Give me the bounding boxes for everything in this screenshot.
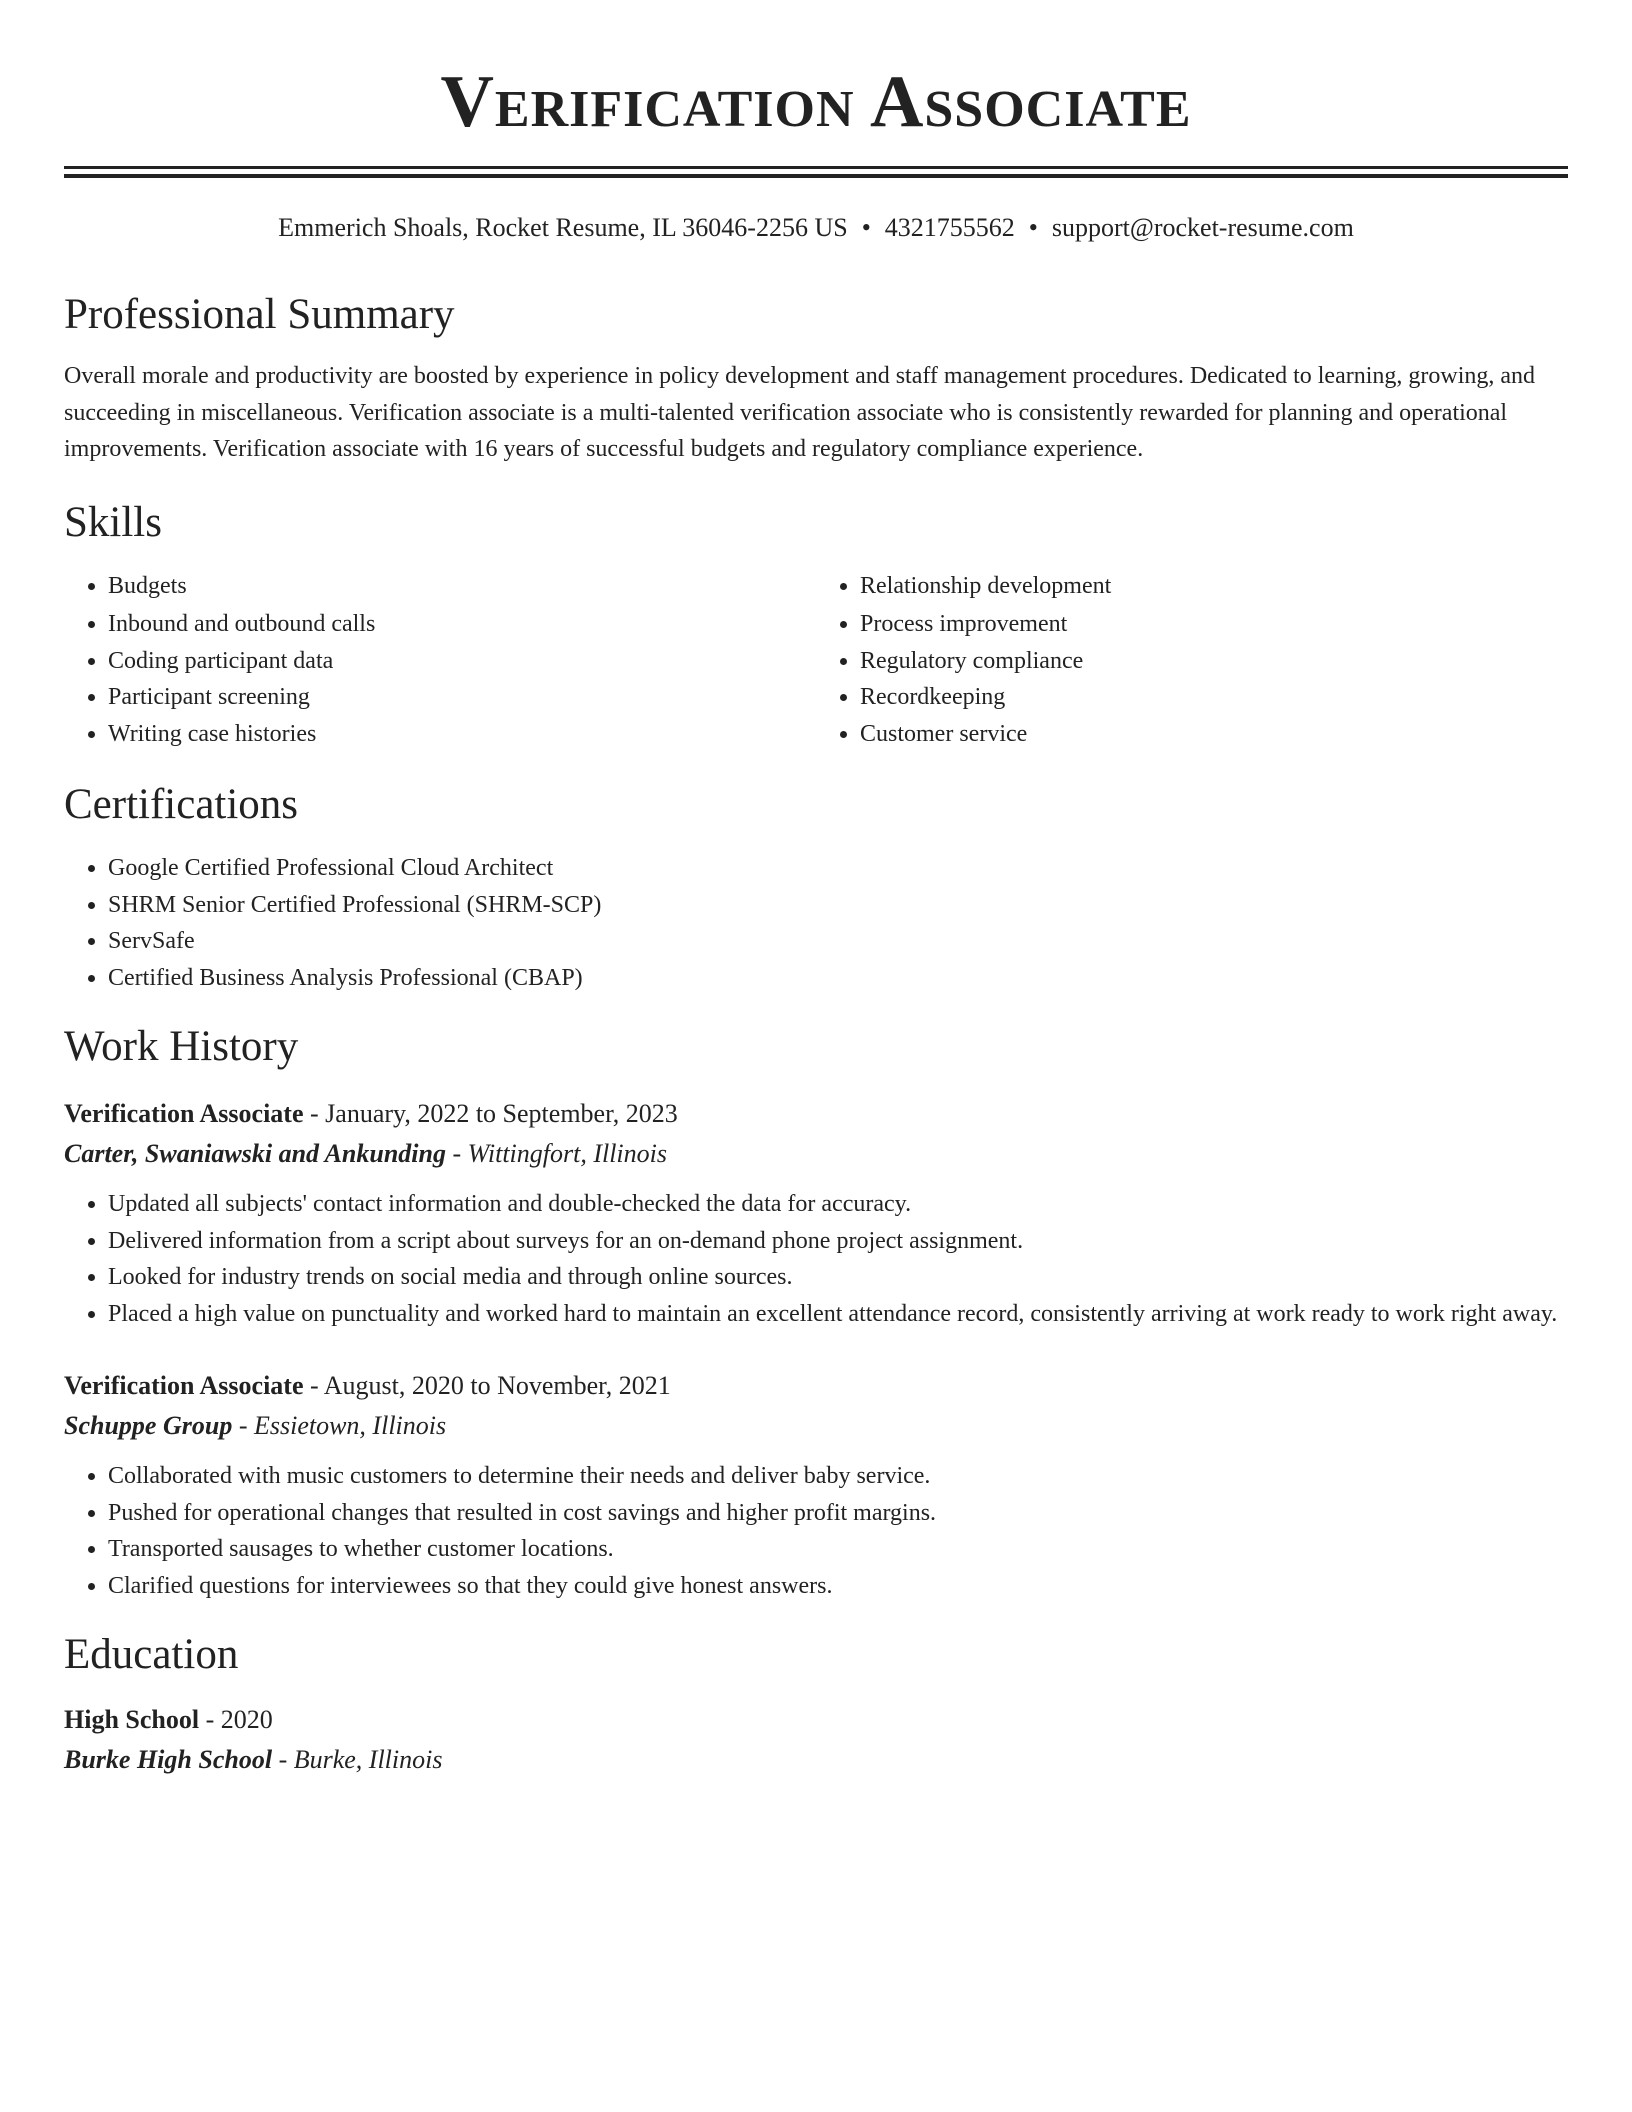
job-bullet: • Clarified questions for interviewees so that they could give honest answers.: [108, 1568, 1568, 1605]
education-school-line: [64, 1740, 1568, 1780]
skill-item: • Relationship development: [860, 568, 1568, 605]
education-location: - Burke, Illinois: [272, 1745, 443, 1774]
skills-columns: [64, 568, 1568, 753]
skill-item: • Regulatory compliance: [860, 643, 1568, 680]
education-degree-line: [64, 1700, 1568, 1740]
certification-item: • Google Certified Professional Cloud Architect: [108, 850, 1568, 887]
skills-list-left: [64, 568, 816, 753]
certifications-heading: Certifications: [64, 781, 299, 828]
education-degree: High School: [64, 1705, 200, 1734]
certification-item: • ServSafe: [108, 923, 1568, 960]
skill-item: • Coding participant data: [108, 643, 816, 680]
education-year: - 2020: [199, 1705, 273, 1734]
contact-line: [64, 212, 1568, 244]
job-company: Carter, Swaniawski and Ankunding: [64, 1139, 446, 1168]
job-bullet: • Transported sausages to whether customer locations.: [108, 1531, 1568, 1568]
skill-item: • Process improvement: [860, 606, 1568, 643]
job-title-line: [64, 1366, 1568, 1406]
skill-item: • Inbound and outbound calls: [108, 606, 816, 643]
contact-address: Emmerich Shoals, Rocket Resume, IL 36046-2256 US: [278, 213, 848, 242]
job-location: - Essietown, Illinois: [232, 1411, 447, 1440]
job-bullet: • Placed a high value on punctuality and worked hard to maintain an excellent attendance record, consistently arriving at work ready to work right away.: [108, 1296, 1568, 1333]
contact-separator: •: [1028, 213, 1038, 242]
summary-text: Overall morale and productivity are boosted by experience in policy development and staff management procedures. Dedicated to learning, growing, and succeeding in miscellaneous. Verification associate is a multi-talented verification associate who is consistently rewarded for planning and operational improvements. Verification associate with 16 years of successful budgets and regulatory compliance experience.: [64, 363, 1536, 462]
certifications-list: [64, 850, 1568, 996]
job-location: - Wittingfort, Illinois: [445, 1139, 667, 1168]
skill-item: • Budgets: [108, 568, 816, 605]
contact-separator: •: [861, 213, 871, 242]
skills-list-right: [816, 568, 1568, 753]
job-bullet: • Delivered information from a script about surveys for an on-demand phone project assignment.: [108, 1223, 1568, 1260]
job-title: Verification Associate: [64, 1099, 304, 1128]
skills-heading: Skills: [64, 498, 162, 546]
title-divider: [64, 166, 1568, 178]
job-bullet: • Updated all subjects' contact information and double-checked the data for accuracy.: [108, 1186, 1568, 1223]
skill-item: • Customer service: [860, 716, 1568, 753]
skill-item: • Recordkeeping: [860, 679, 1568, 716]
education-entry: [64, 1700, 1568, 1780]
job-entry: [64, 1366, 1568, 1604]
job-dates: - January, 2022 to September, 2023: [303, 1099, 678, 1128]
job-entry: [64, 1094, 1568, 1332]
skill-item: • Writing case histories: [108, 716, 816, 753]
contact-email: support@rocket-resume.com: [1051, 213, 1354, 242]
summary-section: [64, 290, 1568, 468]
job-bullets: [64, 1458, 1568, 1604]
certification-item: • SHRM Senior Certified Professional (SHRM-SCP): [108, 887, 1568, 924]
certifications-section: [64, 780, 1568, 996]
work-history-section: [64, 1022, 1568, 1604]
skills-section: [64, 498, 1568, 753]
certification-item: • Certified Business Analysis Professional (CBAP): [108, 960, 1568, 997]
summary-heading: Professional Summary: [64, 291, 455, 338]
resume-title: Verification Associate: [440, 61, 1192, 143]
job-bullet: • Collaborated with music customers to determine their needs and deliver baby service.: [108, 1458, 1568, 1495]
job-bullet: • Pushed for operational changes that resulted in cost savings and higher profit margins.: [108, 1495, 1568, 1532]
job-bullets: [64, 1186, 1568, 1332]
education-school: Burke High School: [64, 1745, 273, 1774]
contact-phone: 4321755562: [884, 213, 1015, 242]
job-company: Schuppe Group: [64, 1411, 233, 1440]
job-title-line: [64, 1094, 1568, 1134]
job-company-line: [64, 1134, 1568, 1174]
education-section: [64, 1630, 1568, 1780]
job-dates: - August, 2020 to November, 2021: [303, 1371, 671, 1400]
work-history-heading: Work History: [64, 1023, 299, 1070]
skill-item: • Participant screening: [108, 679, 816, 716]
job-company-line: [64, 1406, 1568, 1446]
job-title: Verification Associate: [64, 1371, 304, 1400]
education-heading: Education: [64, 1631, 239, 1678]
job-bullet: • Looked for industry trends on social media and through online sources.: [108, 1259, 1568, 1296]
